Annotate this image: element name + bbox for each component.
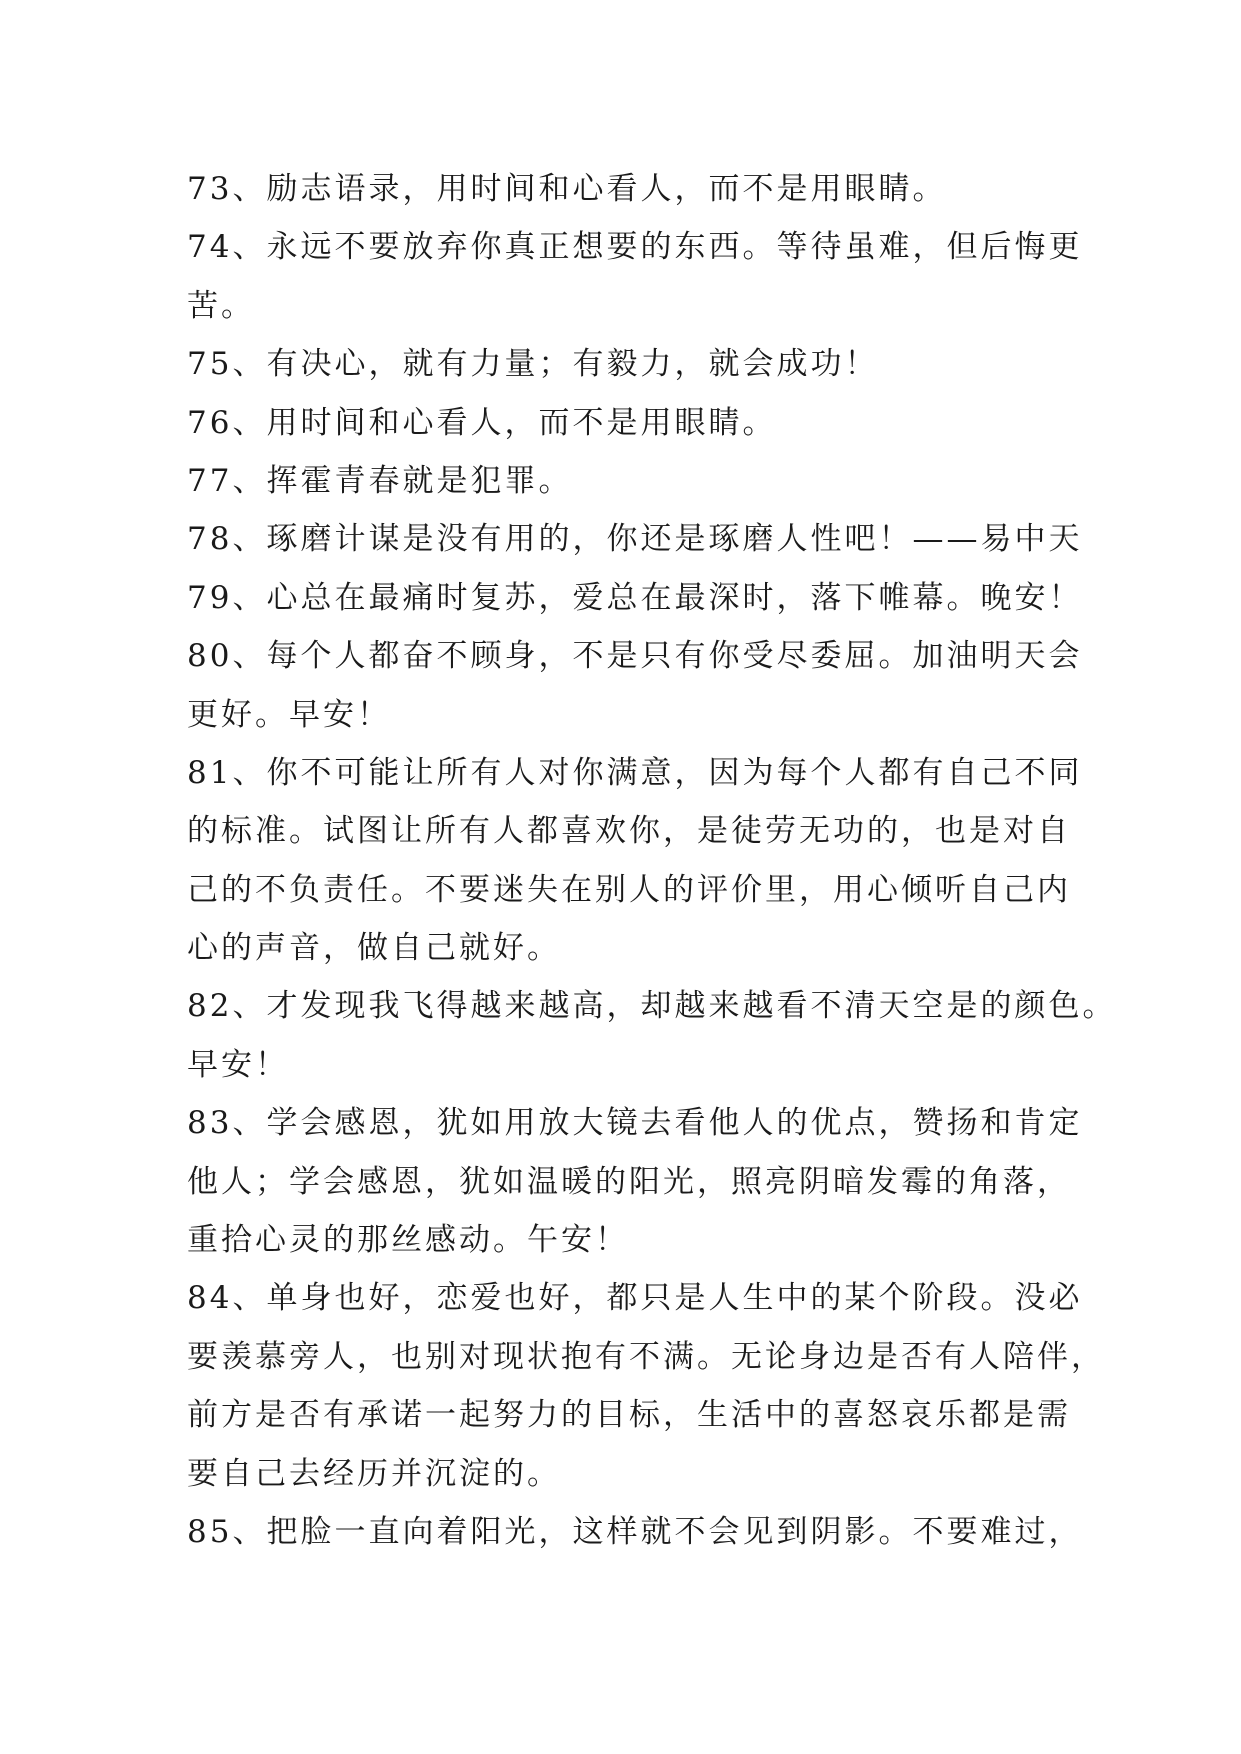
- text-line: 己的不负责任。不要迷失在别人的评价里，用心倾听自己内: [187, 871, 1071, 908]
- text-line: 76、用时间和心看人，而不是用眼睛。: [187, 404, 777, 441]
- text-line: 83、学会感恩，犹如用放大镜去看他人的优点，赞扬和肯定: [187, 1105, 1083, 1142]
- text-line: 73、励志语录，用时间和心看人，而不是用眼睛。: [187, 171, 947, 207]
- text-line: 77、挥霍青春就是犯罪。: [187, 462, 573, 499]
- text-line: 82、才发现我飞得越来越高，却越来越看不清天空是的颜色。: [187, 988, 1117, 1025]
- text-line: 78、琢磨计谋是没有用的，你还是琢磨人性吧！——易中天: [187, 521, 1083, 558]
- text-line: 更好。早安！: [187, 696, 391, 733]
- text-line: 要羡慕旁人，也别对现状抱有不满。无论身边是否有人陪伴，: [187, 1338, 1105, 1375]
- text-line: 85、把脸一直向着阳光，这样就不会见到阴影。不要难过，: [187, 1513, 1083, 1550]
- document-body: [187, 160, 1117, 1561]
- text-line: 80、每个人都奋不顾身，不是只有你受尽委屈。加油明天会: [187, 638, 1083, 675]
- text-line: 74、永远不要放弃你真正想要的东西。等待虽难，但后悔更: [187, 229, 1083, 266]
- text-line: 84、单身也好，恋爱也好，都只是人生中的某个阶段。没必: [187, 1280, 1083, 1317]
- text-line: 的标准。试图让所有人都喜欢你，是徒劳无功的，也是对自: [187, 813, 1071, 850]
- text-line: 重拾心灵的那丝感动。午安！: [187, 1222, 629, 1259]
- text-line: 早安！: [187, 1046, 289, 1083]
- text-line: 要自己去经历并沉淀的。: [187, 1455, 561, 1492]
- text-line: 前方是否有承诺一起努力的目标，生活中的喜怒哀乐都是需: [187, 1397, 1071, 1434]
- text-line: 苦。: [187, 287, 255, 324]
- text-line: 他人；学会感恩，犹如温暖的阳光，照亮阴暗发霉的角落，: [187, 1163, 1071, 1200]
- text-line: 75、有决心，就有力量；有毅力，就会成功！: [187, 346, 879, 383]
- text-line: 81、你不可能让所有人对你满意，因为每个人都有自己不同: [187, 754, 1083, 791]
- text-line: 心的声音，做自己就好。: [187, 930, 561, 967]
- text-line: 79、心总在最痛时复苏，爱总在最深时，落下帷幕。晚安！: [187, 579, 1083, 616]
